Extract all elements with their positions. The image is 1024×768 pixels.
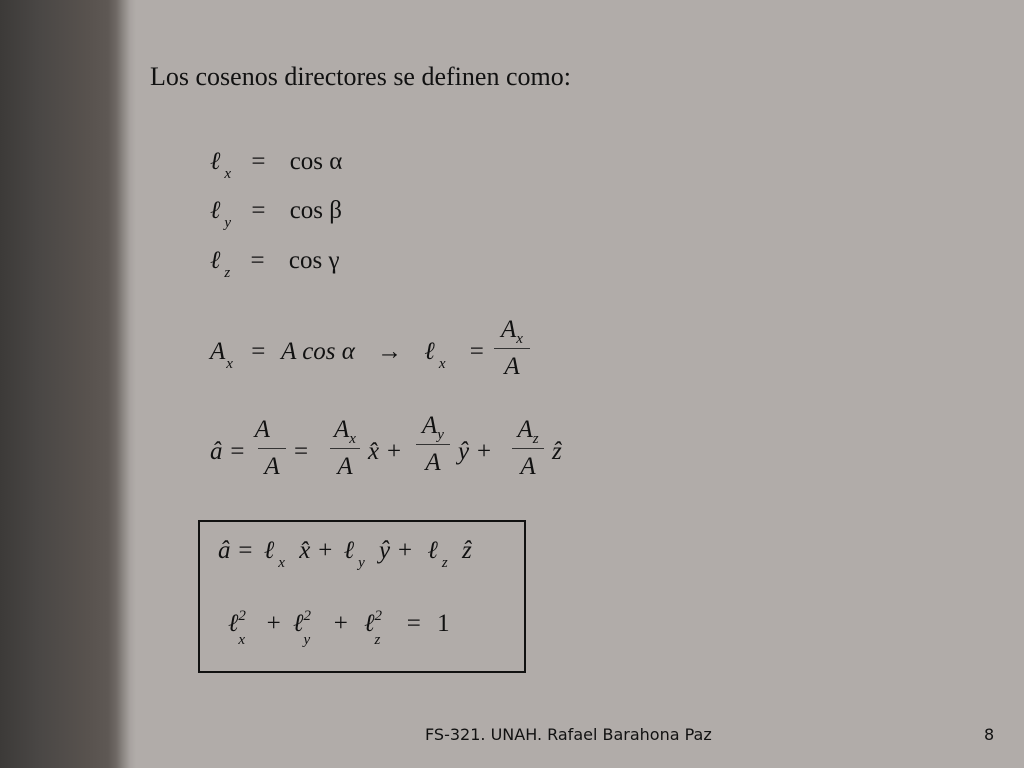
ell-symbol: ℓ — [343, 537, 355, 564]
y-hat-term: ŷ + — [379, 537, 414, 564]
numerator: A — [501, 316, 517, 343]
equation-lz — [210, 247, 340, 281]
superscript: 2 — [238, 608, 246, 624]
cos-term: cos α — [289, 148, 343, 175]
z-hat-term: ẑ — [462, 537, 472, 564]
equation-ly — [210, 197, 342, 231]
slide-footer: FS-321. UNAH. Rafael Barahona Paz — [425, 725, 712, 744]
equals-sign: = — [406, 610, 421, 637]
subscript: x — [226, 356, 233, 372]
fraction-bar — [258, 448, 286, 449]
fraction-bar — [494, 348, 530, 349]
equation-unit-vector-lhs: â = — [210, 438, 246, 465]
numerator-subscript: y — [437, 427, 444, 443]
fraction-az-over-a — [512, 416, 544, 481]
arrow-symbol: → — [377, 338, 403, 365]
equals-sign: = — [469, 338, 484, 365]
subscript: y — [358, 555, 365, 571]
cos-term: cos γ — [288, 247, 340, 274]
numerator-subscript: x — [349, 431, 356, 447]
equals-sign: = — [251, 197, 266, 224]
equation-ax — [210, 338, 484, 372]
superscript: 2 — [374, 608, 382, 624]
subscript: z — [224, 265, 231, 281]
numerator: A — [422, 412, 438, 439]
subscript: y — [224, 215, 232, 231]
z-hat-term: ẑ — [552, 438, 562, 465]
equals-sign: = — [251, 148, 266, 175]
ell-symbol: ℓ — [210, 148, 221, 175]
ell-symbol: ℓ — [424, 338, 435, 365]
fraction-bar — [512, 448, 544, 449]
a-symbol: A — [210, 338, 226, 365]
equals-sign: = — [294, 438, 309, 465]
subscript: x — [224, 166, 232, 182]
rhs-value: 1 — [437, 610, 450, 637]
x-hat-term: x̂ + — [368, 438, 403, 465]
fraction-ax-over-a — [494, 316, 530, 381]
slide-title: Los cosenos directores se definen como: — [150, 62, 571, 91]
fraction-bar — [330, 448, 360, 449]
plus-sign: + — [266, 610, 281, 637]
fraction-bar — [416, 444, 450, 445]
numerator: A — [517, 416, 533, 443]
x-hat-term: x̂ + — [299, 537, 334, 564]
equals-sign: = — [250, 247, 265, 274]
subscript: x — [238, 632, 246, 648]
page-number: 8 — [984, 725, 995, 744]
equation-lx — [210, 148, 343, 182]
plus-sign: + — [333, 610, 348, 637]
a-hat-lhs: â = — [218, 537, 254, 564]
subscript: y — [303, 632, 311, 648]
ell-symbol: ℓ — [427, 537, 438, 564]
side-decoration-bar — [0, 0, 136, 768]
ell-symbol: ℓ — [364, 610, 375, 637]
boxed-equation-unit-vector — [218, 537, 472, 571]
ell-symbol: ℓ — [293, 610, 304, 637]
ell-symbol: ℓ — [228, 610, 239, 637]
fraction-ax-over-a — [330, 416, 360, 481]
numerator-subscript: x — [516, 331, 523, 347]
y-hat-term: ŷ + — [458, 438, 493, 465]
numerator: A⃗ — [254, 416, 290, 443]
subscript: z — [441, 555, 448, 571]
ell-symbol: ℓ — [263, 537, 275, 564]
a-cos-term: A cos α — [281, 338, 355, 365]
subscript: x — [438, 356, 446, 372]
cos-term: cos β — [289, 197, 342, 224]
numerator-subscript: z — [532, 431, 539, 447]
ell-symbol: ℓ — [210, 197, 221, 224]
equals-sign: = — [251, 338, 266, 365]
ell-symbol: ℓ — [210, 247, 221, 274]
denominator: A — [264, 453, 280, 480]
boxed-equation-norm — [228, 608, 450, 648]
fraction-ay-over-a — [416, 412, 450, 477]
denominator: A — [337, 453, 353, 480]
numerator: A — [334, 416, 350, 443]
denominator: A — [504, 353, 520, 380]
denominator: A — [425, 449, 441, 476]
subscript: x — [278, 555, 285, 571]
denominator: A — [520, 453, 536, 480]
fraction-vector-a-over-a — [254, 416, 290, 481]
subscript: z — [374, 632, 381, 648]
superscript: 2 — [303, 608, 311, 624]
